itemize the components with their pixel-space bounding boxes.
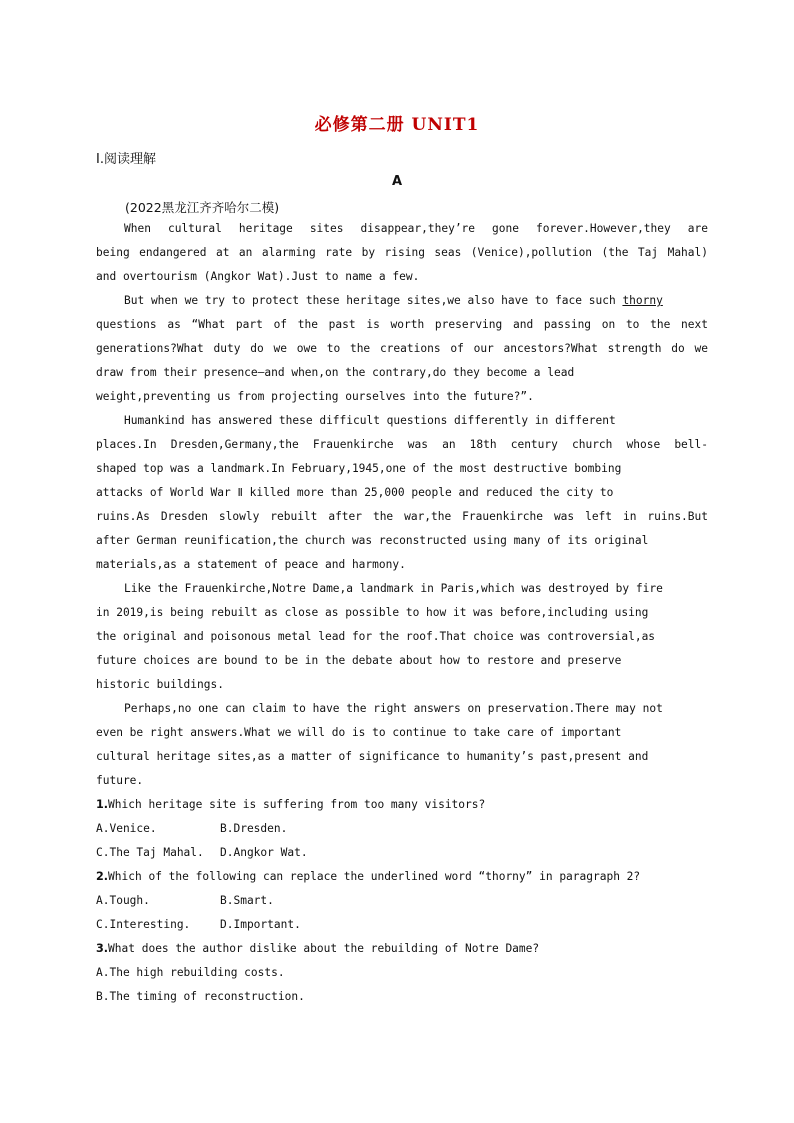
passage-line: being endangered at an alarming rate by rising seas (Venice),pollution (the Taj Mahal) [96,246,708,259]
option-c: C.Interesting. [96,918,191,931]
option-a: A.The high rebuilding costs. [96,966,285,979]
section-label: Ⅰ.阅读理解 [96,152,156,167]
question-3 [96,937,708,961]
question-text: Which of the following can replace the underlined word “thorny” in paragraph 2? [108,870,641,883]
option-d: D.Important. [220,918,301,931]
passage-line: Humankind has answered these difficult questions differently in different [124,414,616,427]
passage-line: in 2019,is being rebuilt as close as possible to how it was before,including using [96,606,649,619]
passage-line: draw from their presence—and when,on the contrary,do they become a lead [96,366,575,379]
question-text: What does the author dislike about the rebuilding of Notre Dame? [108,942,540,955]
passage-line [96,289,708,313]
question-number: 1. [96,798,109,811]
options-row [96,841,708,865]
options-row [96,817,708,841]
passage-line: Like the Frauenkirche,Notre Dame,a landmark in Paris,which was destroyed by fire [124,582,663,595]
option-a: A.Venice. [96,822,157,835]
question-number: 2. [96,870,109,883]
passage-line: historic buildings. [96,678,224,691]
options-row [96,889,708,913]
passage-line: cultural heritage sites,as a matter of significance to humanity’s past,present and [96,750,649,763]
underlined-word: thorny [622,294,663,307]
passage-line-text: But when we try to protect these heritage sites,we also have to face such [124,294,623,307]
passage-line: When cultural heritage sites disappear,they’re gone forever.However,they are [124,222,708,235]
passage-line: after German reunification,the church was reconstructed using many of its original [96,534,649,547]
passage-label: A [391,174,403,189]
passage-line: ruins.As Dresden slowly rebuilt after the war,the Frauenkirche was left in ruins.But [96,510,708,523]
option-b: B.The timing of reconstruction. [96,990,305,1003]
passage-line: generations?What duty do we owe to the creations of our ancestors?What strength do we [96,342,708,355]
passage-line: and overtourism (Angkor Wat).Just to name a few. [96,270,420,283]
passage-line: places.In Dresden,Germany,the Frauenkirche was an 18th century church whose bell- [96,438,708,451]
passage-source: (2022黑龙江齐齐哈尔二模) [125,200,280,215]
option-b: B.Dresden. [220,822,288,835]
page-title: 必修第二册 UNIT1 [314,115,480,135]
passage-line: materials,as a statement of peace and harmony. [96,558,406,571]
passage-line: the original and poisonous metal lead for the roof.That choice was controversial,as [96,630,656,643]
passage-line: future. [96,774,144,787]
passage-line: shaped top was a landmark.In February,1945,one of the most destructive bombing [96,462,622,475]
passage-line: future choices are bound to be in the debate about how to restore and preserve [96,654,622,667]
question-text: Which heritage site is suffering from too many visitors? [108,798,486,811]
option-b: B.Smart. [220,894,274,907]
question-number: 3. [96,942,109,955]
option-c: C.The Taj Mahal. [96,846,204,859]
options-row [96,913,708,937]
question-2 [96,865,708,889]
passage-line: weight,preventing us from projecting ourselves into the future?”. [96,390,534,403]
passage-body [96,217,708,1009]
passage-line: even be right answers.What we will do is to continue to take care of important [96,726,622,739]
passage-line: Perhaps,no one can claim to have the right answers on preservation.There may not [124,702,663,715]
option-a: A.Tough. [96,894,150,907]
question-1 [96,793,708,817]
option-d: D.Angkor Wat. [220,846,308,859]
passage-line: questions as “What part of the past is worth preserving and passing on to the next [96,318,708,331]
passage-line: attacks of World War Ⅱ killed more than 25,000 people and reduced the city to [96,486,614,499]
